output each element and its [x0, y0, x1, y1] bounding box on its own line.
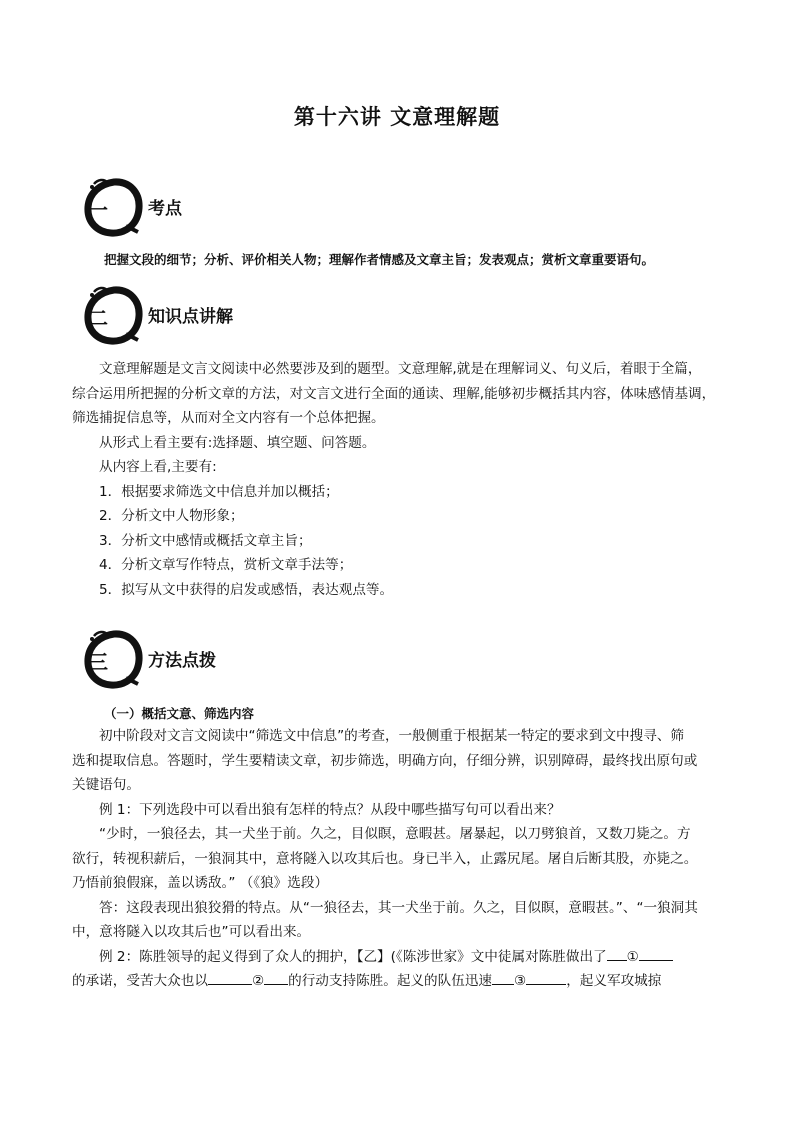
content-intro: 从内容上看,主要有:: [99, 459, 217, 475]
example2-line1: [72, 945, 724, 970]
list-item: 5．拟写从文中获得的启发或感悟，表达观点等。: [99, 581, 394, 598]
section-number: 三: [88, 650, 108, 674]
paragraph-line: 筛选捕捉信息等，从而对全文内容有一个总体把握。: [72, 410, 385, 426]
answer-blank[interactable]: [264, 970, 288, 985]
answer-blank[interactable]: [492, 970, 514, 985]
paragraph-line: 关键语句。: [72, 777, 140, 793]
example1-answer-line: 中，意将隧入以攻其后也”可以看出来。: [72, 924, 311, 940]
list-item: 2．分析文中人物形象；: [99, 508, 244, 524]
answer-blank[interactable]: [208, 970, 252, 985]
section-label: 方法点拨: [148, 651, 216, 671]
answer-blank[interactable]: [607, 946, 627, 961]
example1-passage-line: 乃悟前狼假寐，盖以诱敌。” （《狼》选段）: [72, 875, 329, 891]
paragraph-line: 选和提取信息。答题时，学生要精读文章，初步筛选，明确方向，仔细分辨，识别障碍，最终找出原句或: [72, 752, 698, 769]
paragraph-line: 综合运用所把握的分析文章的方法，对文言文进行全面的通读、理解,能够初步概括其内容，体味感情基调，: [72, 385, 716, 402]
method-subheading: （一）概括文意、筛选内容: [104, 706, 255, 721]
example2-text: 的承诺，受苦大众也以: [72, 973, 208, 989]
example2-text: 例 2：陈胜领导的起义得到了众人的拥护，【乙】(《陈涉世家》文中徒属对陈胜做出了: [99, 948, 607, 965]
blank-number: ③: [514, 973, 527, 989]
paragraph-line: 初中阶段对文言文阅读中“筛选文中信息”的考查，一般侧重于根据某一特定的要求到文中搜寻、筛: [99, 728, 685, 744]
example1-passage-line: “少时，一狼径去，其一犬坐于前。久之，目似瞑，意暇甚。屠暴起，以刀劈狼首，又数刀毙之。方: [99, 826, 691, 842]
list-item: 1．根据要求筛选文中信息并加以概括；: [99, 483, 339, 500]
blank-number: ②: [251, 973, 265, 989]
example1-answer-line: 答：这段表现出狼狡猾的特点。从“一狼径去，其一犬坐于前。久之，目似瞑，意暇甚。”、“一狼洞其: [99, 899, 698, 916]
page-title: 第十六讲 文意理解题: [293, 105, 501, 129]
method-body: [72, 724, 724, 994]
knowledge-body: [72, 357, 724, 602]
example1-passage-line: 欲行，转视积薪后，一狼洞其中，意将隧入以攻其后也。身已半入，止露尻尾。屠自后断其股，亦毙之。: [72, 850, 698, 867]
blank-number: ①: [626, 948, 639, 965]
section-label: 知识点讲解: [148, 307, 233, 327]
example2-text: 的行动支持陈胜。起义的队伍迅速: [288, 973, 493, 989]
section-number: 一: [88, 198, 108, 222]
example1-question: 例 1：下列选段中可以看出狼有怎样的特点？从段中哪些描写句可以看出来？: [99, 801, 561, 818]
answer-blank[interactable]: [526, 970, 566, 985]
paragraph-line: 文意理解题是文言文阅读中必然要涉及到的题型。文意理解,就是在理解词义、句义后，着眼于全篇，: [99, 361, 702, 377]
form-line: 从形式上看主要有:选择题、填空题、问答题。: [99, 434, 376, 451]
section-label: 考点: [148, 199, 182, 219]
list-item: 4．分析文章写作特点，赏析文章手法等；: [99, 557, 353, 573]
answer-blank[interactable]: [639, 946, 673, 961]
section-header-knowledge: [80, 284, 700, 346]
section-header-method: [80, 628, 700, 690]
section-header-kaodian: [80, 176, 700, 238]
example2-line2: [72, 969, 724, 994]
example2-text: ，起义军攻城掠: [566, 973, 662, 989]
section-number: 二: [88, 306, 108, 330]
list-item: 3．分析文中感情或概括文章主旨；: [99, 532, 312, 549]
kaodian-text: 把握文段的细节；分析、评价相关人物；理解作者情感及文章主旨；发表观点；赏析文章重要语句。: [104, 252, 655, 267]
